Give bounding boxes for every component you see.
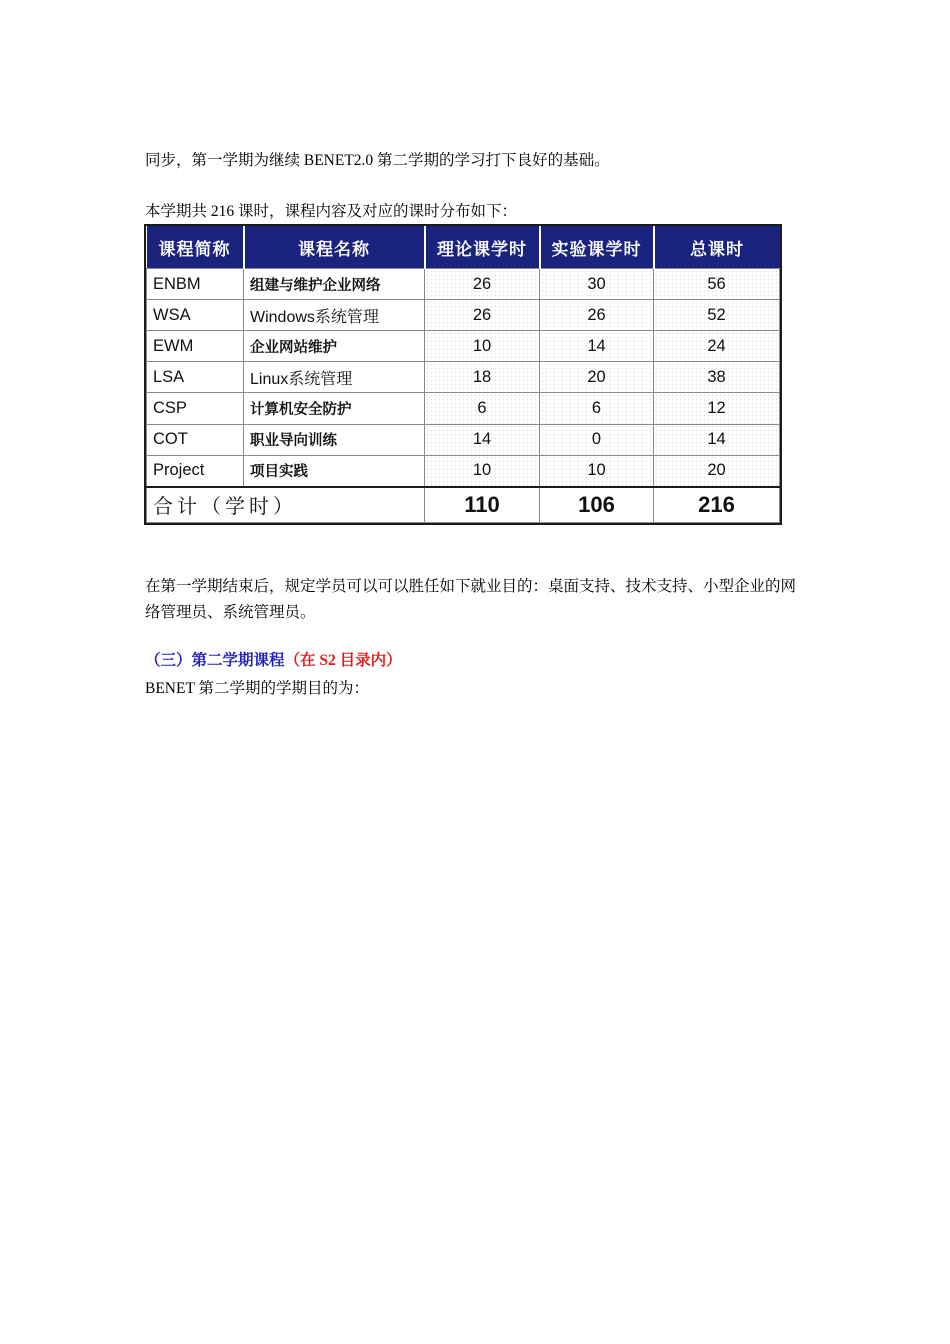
cell-lab: 10 [540,455,654,487]
cell-theory: 14 [425,424,540,455]
paragraph-hours-summary: 本学期共 216 课时，课程内容及对应的课时分布如下： [145,203,518,220]
cell-theory: 18 [425,362,540,393]
course-table [146,226,780,523]
header-lab-hours: 实验课学时 [540,226,654,269]
cell-theory: 26 [425,269,540,300]
cell-total: 56 [654,269,780,300]
total-hours: 216 [654,487,780,523]
table-row [147,424,780,455]
cell-theory: 10 [425,331,540,362]
table-row [147,331,780,362]
header-name: 课程名称 [244,226,425,269]
cell-lab: 6 [540,393,654,424]
table-row [147,300,780,331]
cell-theory: 26 [425,300,540,331]
cell-total: 24 [654,331,780,362]
cell-name: Windows系统管理 [244,300,425,331]
cell-name: 计算机安全防护 [244,393,425,424]
cell-abbr: WSA [147,300,244,331]
cell-name: Linux系统管理 [244,362,425,393]
cell-abbr: COT [147,424,244,455]
cell-theory: 6 [425,393,540,424]
table-total-row [147,487,780,523]
cell-lab: 20 [540,362,654,393]
cell-name: 组建与维护企业网络 [244,269,425,300]
table-row [147,362,780,393]
cell-name: 企业网站维护 [244,331,425,362]
paragraph-intro: 同步，第一学期为继续 BENET2.0 第二学期的学习打下良好的基础。 [145,152,610,169]
table-row [147,269,780,300]
cell-lab: 14 [540,331,654,362]
header-total-hours: 总课时 [654,226,780,269]
cell-abbr: CSP [147,393,244,424]
cell-total: 12 [654,393,780,424]
header-abbr: 课程简称 [147,226,244,269]
table-row [147,455,780,487]
cell-total: 14 [654,424,780,455]
cell-abbr: ENBM [147,269,244,300]
cell-abbr: Project [147,455,244,487]
total-theory: 110 [425,487,540,523]
table-row [147,393,780,424]
total-lab: 106 [540,487,654,523]
cell-total: 52 [654,300,780,331]
heading-directory-note: （在 S2 目录内） [284,652,402,669]
heading-title: （三）第二学期课程 [145,652,285,669]
cell-lab: 0 [540,424,654,455]
total-label: 合计（学时） [147,487,425,523]
cell-abbr: EWM [147,331,244,362]
cell-total: 20 [654,455,780,487]
cell-theory: 10 [425,455,540,487]
cell-abbr: LSA [147,362,244,393]
header-theory-hours: 理论课学时 [425,226,540,269]
cell-name: 职业导向训练 [244,424,425,455]
paragraph-employment-goals: 在第一学期结束后，规定学员可以可以胜任如下就业目的：桌面支持、技术支持、小型企业的网络管理员、系统管理员。 [145,578,797,621]
cell-name: 项目实践 [244,455,425,487]
cell-total: 38 [654,362,780,393]
course-table-image [144,224,782,525]
paragraph-semester-two-goal: BENET 第二学期的学期目的为： [145,680,370,697]
section-heading-semester-two [145,648,402,674]
cell-lab: 30 [540,269,654,300]
cell-lab: 26 [540,300,654,331]
table-header-row [147,226,780,269]
